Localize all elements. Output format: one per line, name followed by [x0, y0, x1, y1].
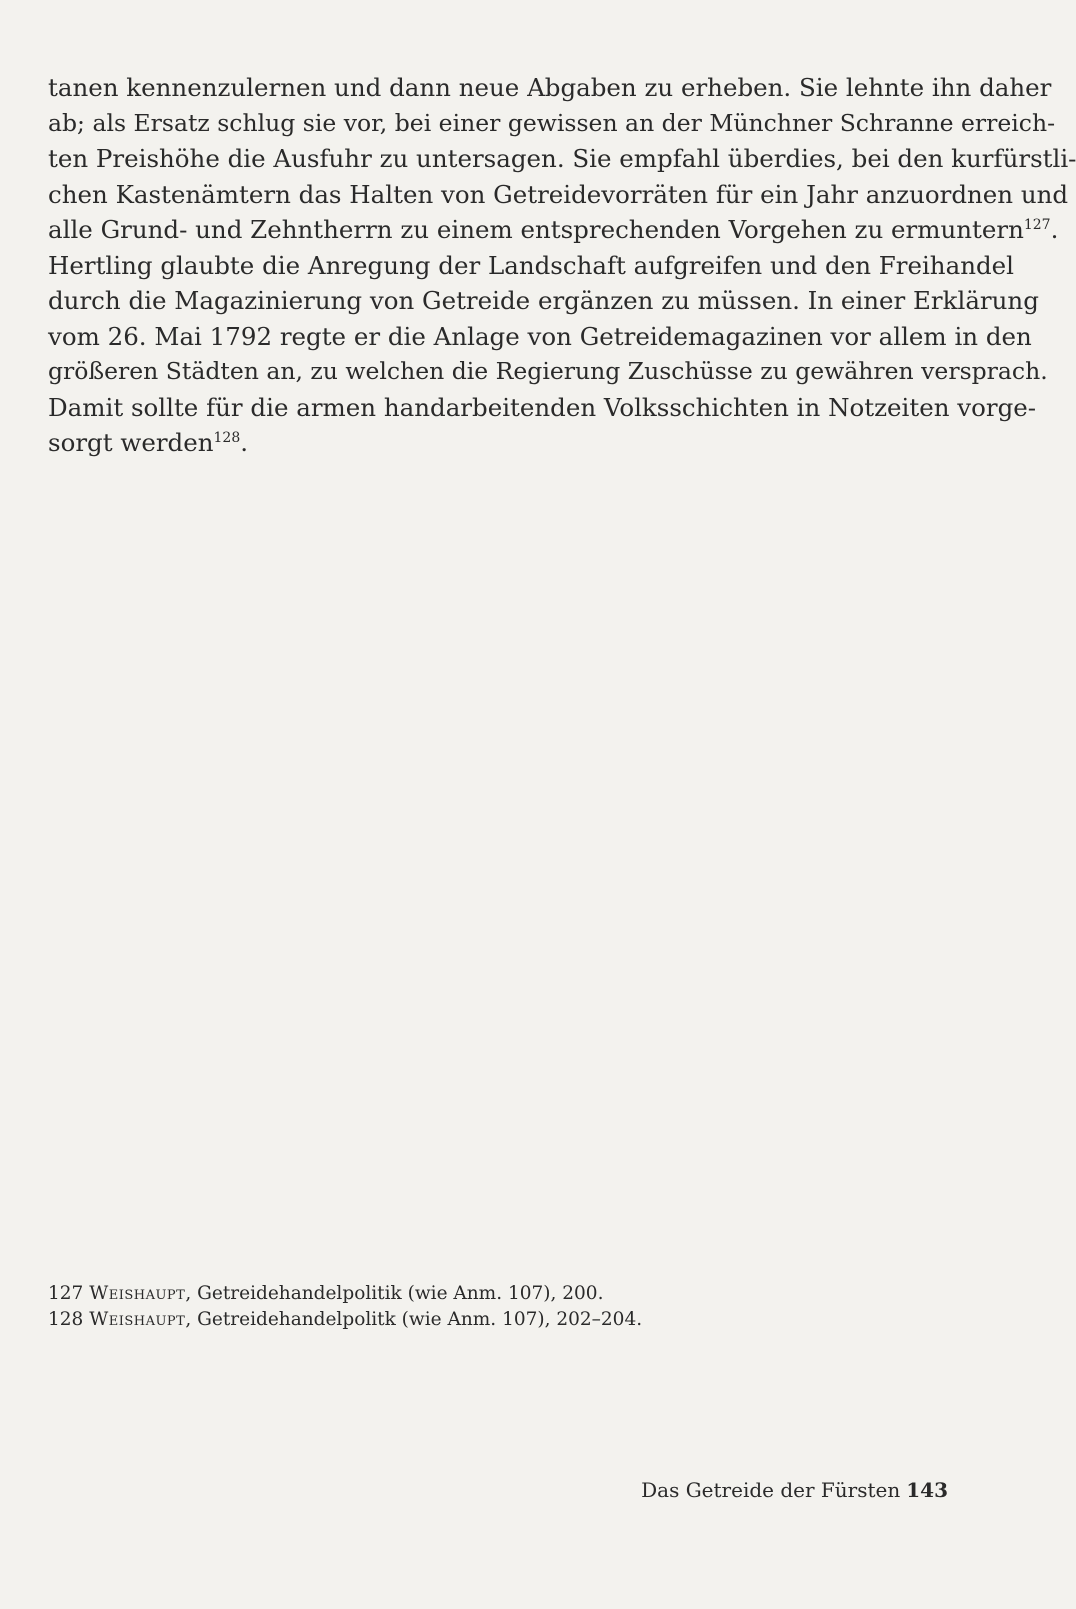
text-line: vom 26. Mai 1792 regte er die Anlage von Getreidemagazinen vor allem in den: [48, 321, 1032, 351]
footnote-number: 128: [48, 1309, 84, 1330]
text-line: durch die Magazinierung von Getreide ergänzen zu müssen. In einer Erklärung: [48, 286, 1039, 315]
line-punctuation: .: [240, 428, 249, 457]
footnote-128: [48, 1307, 950, 1333]
text-line: ten Preishöhe die Ausfuhr zu untersagen. Sie empfahl überdies, bei den kurfürstli-: [48, 144, 1076, 173]
text-line: chen Kastenämtern das Halten von Getreidevorräten für ein Jahr anzuordnen und: [48, 179, 1069, 209]
text-line: größeren Städten an, zu welchen die Regierung Zuschüsse zu gewähren versprach.: [48, 357, 1048, 385]
footnote-text: , Getreidehandelpolitk (wie Anm. 107), 202–204.: [185, 1309, 643, 1330]
text-line-with-footnote: [48, 425, 950, 461]
text-line: Damit sollte für die armen handarbeitenden Volksschichten in Notzeiten vorge-: [48, 392, 1037, 422]
text-line-with-footnote: [48, 212, 1059, 248]
page-footer: [641, 1478, 948, 1502]
footnote-author: Weishaupt: [89, 1283, 186, 1304]
text-line: tanen kennenzulernen und dann neue Abgaben zu erheben. Sie lehnte ihn daher: [48, 73, 1052, 102]
page-number: 143: [906, 1478, 948, 1502]
footnotes: [48, 1281, 950, 1333]
text-line: Hertling glaubte die Anregung der Landschaft aufgreifen und den Freihandel: [48, 250, 1014, 280]
text-line: ab; als Ersatz schlug sie vor, bei einer gewissen an der Münchner Schranne erreich-: [48, 108, 1056, 137]
footnote-author: Weishaupt: [89, 1309, 186, 1330]
main-text: [48, 70, 1076, 461]
footnote-number: 127: [48, 1283, 84, 1304]
running-title: Das Getreide der Fürsten: [641, 1478, 901, 1502]
line-punctuation: .: [1050, 215, 1059, 244]
footnote-ref-127: 127: [1023, 216, 1051, 233]
footnote-text: , Getreidehandelpolitik (wie Anm. 107), 200.: [185, 1283, 604, 1304]
text-line-content: alle Grund- und Zehntherrn zu einem entsprechenden Vorgehen zu ermuntern: [48, 215, 1024, 244]
footnote-127: [48, 1281, 950, 1307]
footnote-ref-128: 128: [213, 429, 241, 446]
text-line-content: sorgt werden: [48, 428, 214, 457]
